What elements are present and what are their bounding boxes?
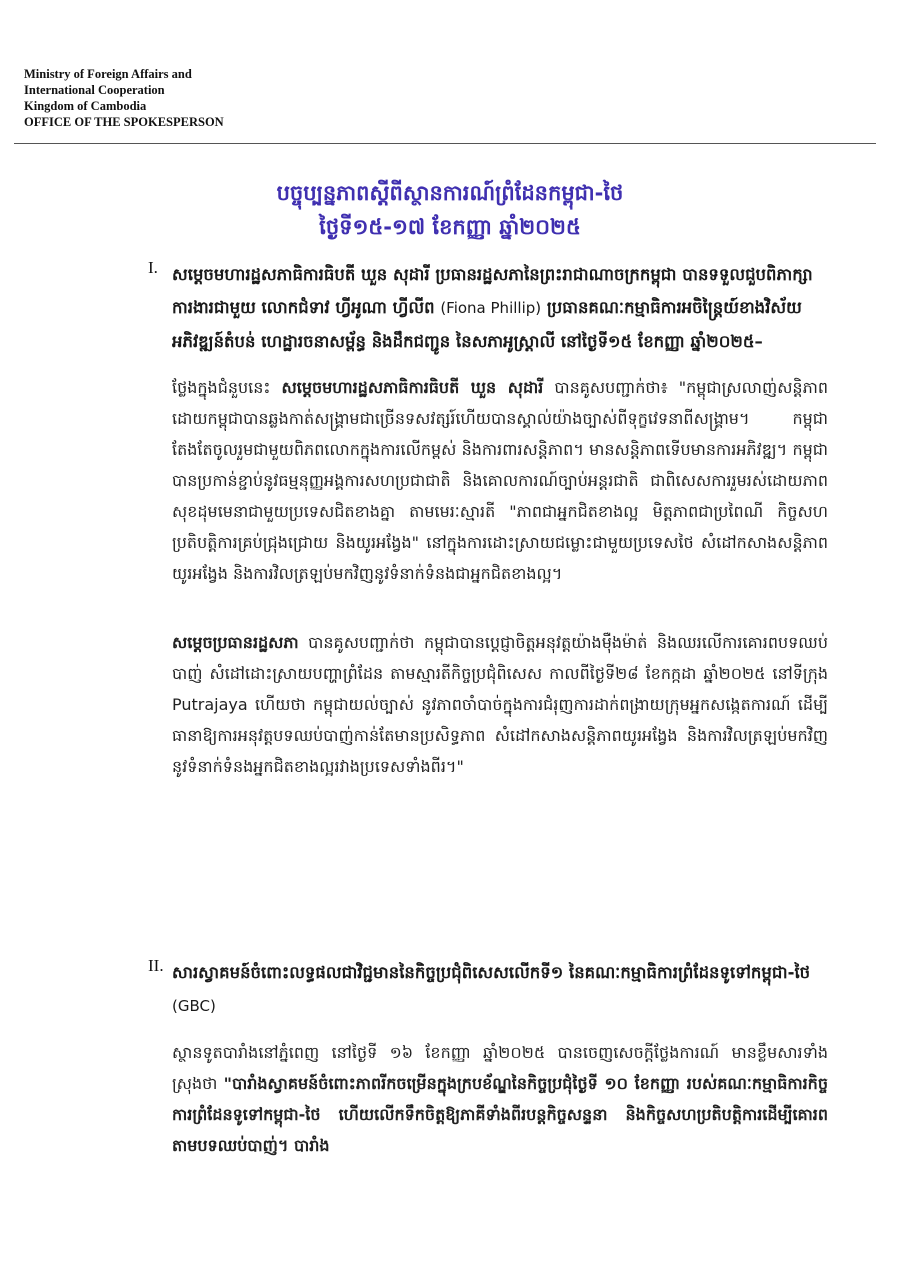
section-1-paragraph-2 [148,627,828,782]
section-2-heading-main: សារស្វាគមន៍ចំពោះលទ្ធផលជាវិជ្ជមាននៃកិច្ចប្រជុំពិសេសលើកទី១ នៃគណៈកម្មាធិការព្រំដែនទូទៅកម្ពុជា-ថៃ [172,963,811,982]
section-1 [148,258,828,782]
section-2-p1-quote: "បារាំងស្វាគមន៍ចំពោះភាពរីកចម្រើនក្នុងក្របខ័ណ្ឌនៃកិច្ចប្រជុំថ្ងៃទី ១០ ខែកញ្ញា របស់គណៈកម្មាធិការកិច្ចការព្រំដែនទូទៅកម្ពុជា-ថៃ ហើយលើកទឹកចិត្តឱ្យភាគីទាំងពីរបន្តកិច្ចសន្ទនា និងកិច្ចសហប្រតិបត្តិការដើម្បីគោរពតាមបទឈប់បាញ់។ បារាំង [172,1074,828,1155]
section-1-p2-speaker: សម្ដេចប្រធានរដ្ឋសភា [172,633,299,652]
letterhead-ministry: Ministry of Foreign Affairs and [24,67,192,81]
section-2-heading [148,956,828,1023]
document-title [0,176,900,244]
section-1-p1-speaker: សម្ដេចមហារដ្ឋសភាធិការធិបតី ឃួន សុដារី [281,378,544,397]
section-2-numeral: II. [148,956,164,975]
header-divider [14,143,876,144]
section-2-p1-body: ស្ថានទូតបារាំងនៅភ្នំពេញ នៅថ្ងៃទី ១៦ ខែកញ្ញា ឆ្នាំ២០២៥ បានចេញសេចក្ដីថ្លែងការណ៍ មានខ្លឹមសារទាំងស្រុងថា [172,1043,828,1093]
section-2 [148,956,828,1161]
section-1-heading-latin: (Fiona Phillip) [440,299,542,317]
section-1-heading [148,258,828,358]
section-1-p1-body: បានគូសបញ្ជាក់ថា៖ "កម្ពុជាស្រលាញ់សន្តិភាព ដោយកម្ពុជាបានឆ្លងកាត់សង្គ្រាមជាច្រើនទសវត្សរ៍ហើយបានស្គាល់យ៉ាងច្បាស់ពីទុក្ខវេទនាពីសង្គ្រាម។ កម្ពុជាតែងតែចូលរួមជាមួយពិភពលោកក្នុងការលើកម្ពស់ និងការពារសន្តិភាព។ មានសន្តិភាពទើបមានការអភិវឌ្ឍ។ កម្ពុជាបានប្រកាន់ខ្ជាប់នូវធម្មនុញ្ញអង្គការសហប្រជាជាតិ និងគោលការណ៍ច្បាប់អន្តរជាតិ ជាពិសេសការរួមរស់ដោយភាពសុខដុមមេនាជាមួយប្រទេសជិតខាងគ្នា តាមមេរៈស្មារតី "ភាពជាអ្នកជិតខាងល្អ មិត្តភាពជាប្រពៃណី កិច្ចសហប្រតិបត្តិការគ្រប់ជ្រុងជ្រោយ និងយូរអង្វែង" នៅក្នុងការដោះស្រាយជម្លោះជាមួយប្រទេសថៃ សំដៅកសាងសន្តិភាពយូរអង្វែង និងការវិលត្រឡប់មកវិញនូវទំនាក់ទំនងជាអ្នកជិតខាងល្អ។ [172,378,828,583]
section-2-heading-latin: (GBC) [172,997,216,1015]
letterhead-office: OFFICE OF THE SPOKESPERSON [24,115,224,129]
section-1-p1-intro: ថ្លែងក្នុងជំនួបនេះ [172,378,271,397]
title-line-2: ថ្ងៃទី១៥-១៧ ខែកញ្ញា ឆ្នាំ២០២៥ [319,215,581,239]
section-2-paragraph-1 [148,1037,828,1161]
title-line-1: បច្ចុប្បន្នភាពស្ដីពីស្ថានការណ៍ព្រំដែនកម្ពុជា-ថៃ [276,181,624,205]
letterhead [24,66,224,130]
section-1-paragraph-1 [148,372,828,589]
section-1-heading-rest: ប្រធានគណៈកម្មាធិការអចិន្ត្រៃយ៍ខាងវិស័យអភិវឌ្ឍន៍តំបន់ ហេដ្ឋារចនាសម្ព័ន្ធ និងដឹកជញ្ជូន នៃសភាអូស្ត្រាលី នៅថ្ងៃទី១៥ ខែកញ្ញា ឆ្នាំ២០២៥– [172,298,802,351]
section-1-p2-body: បានគូសបញ្ជាក់ថា កម្ពុជាបានប្ដេជ្ញាចិត្តអនុវត្តយ៉ាងម៉ឺងម៉ាត់ និងឈរលើការគោរពបទឈប់បាញ់ សំដៅដោះស្រាយបញ្ហាព្រំដែន តាមស្មារតីកិច្ចប្រជុំពិសេស កាលពីថ្ងៃទី២៨ ខែកក្កដា ឆ្នាំ២០២៥ នៅទីក្រុង Putrajaya ហើយថា កម្ពុជាយល់ច្បាស់ នូវភាពចាំបាច់ក្នុងការជំរុញការដាក់ពង្រាយក្រុមអ្នកសង្កេតការណ៍ ដើម្បីធានាឱ្យការអនុវត្តបទឈប់បាញ់កាន់តែមានប្រសិទ្ធភាព សំដៅកសាងសន្តិភាពយូរអង្វែង និងការវិលត្រឡប់មកវិញនូវទំនាក់ទំនងអ្នកជិតខាងល្អរវាងប្រទេសទាំងពីរ។" [172,633,828,776]
letterhead-kingdom: Kingdom of Cambodia [24,99,147,113]
section-1-numeral: I. [148,258,158,277]
letterhead-cooperation: International Cooperation [24,83,165,97]
section-1-heading-main: សម្ដេចមហារដ្ឋសភាធិការធិបតី ឃួន សុដារី ប្រធានរដ្ឋសភានៃព្រះរាជាណាចក្រកម្ពុជា បានទទួលជួបពិភាក្សាការងារជាមួយ លោកជំទាវ ហ្វីអូណា ហ្វីលីព [172,265,813,317]
